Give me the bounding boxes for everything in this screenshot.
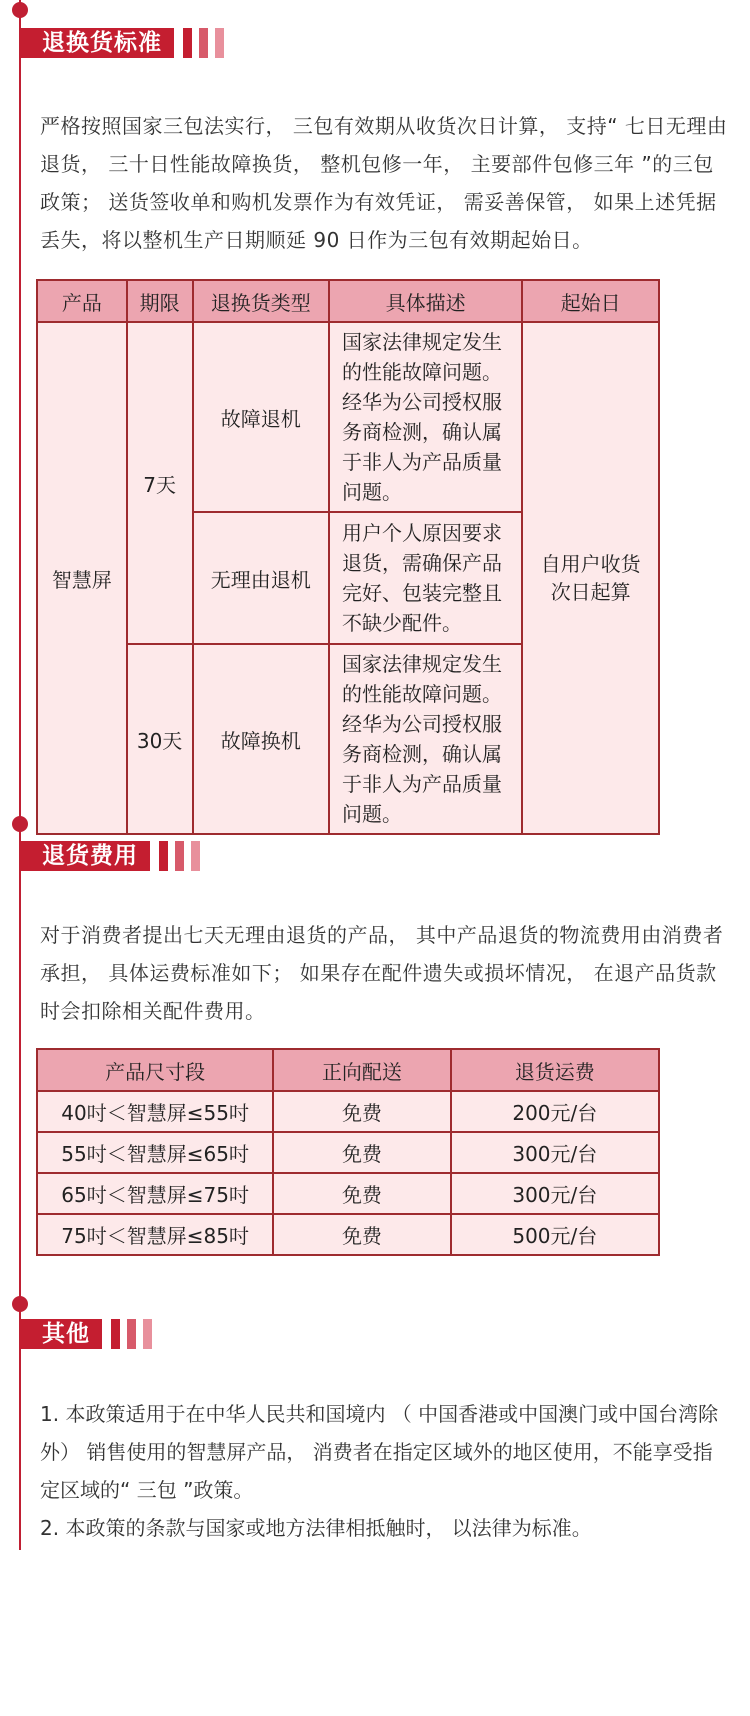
- header-cell: 产品: [37, 280, 127, 322]
- period-cell: 7天: [127, 322, 193, 644]
- section-title: 退货费用: [20, 841, 150, 871]
- size-cell: 55吋＜智慧屏≤65吋: [37, 1132, 273, 1173]
- list-item: 1. 本政策适用于在中华人民共和国境内 （ 中国香港或中国澳门或中国台湾除外） 销售使用的智慧屏产品， 消费者在指定区域外的地区使用，不能享受指定区域的“ 三包 ”政策。: [40, 1402, 719, 1502]
- timeline-line: [19, 0, 21, 1550]
- header-cell: 具体描述: [329, 280, 522, 322]
- return-fees-table: [36, 1048, 660, 1256]
- size-cell: 65吋＜智慧屏≤75吋: [37, 1173, 273, 1214]
- other-list: [40, 1395, 730, 1547]
- delivery-cell: 免费: [273, 1132, 450, 1173]
- stripe-decoration: [127, 1319, 136, 1349]
- stripe-decoration: [175, 841, 184, 871]
- size-cell: 75吋＜智慧屏≤85吋: [37, 1214, 273, 1255]
- type-cell: 无理由退机: [193, 512, 329, 644]
- type-cell: 故障换机: [193, 644, 329, 834]
- header-cell: 正向配送: [273, 1049, 450, 1091]
- table-header-row: [37, 280, 659, 322]
- delivery-cell: 免费: [273, 1091, 450, 1132]
- stripe-decoration: [215, 28, 224, 58]
- fee-cell: 500元/台: [451, 1214, 659, 1255]
- section-header-fees: [20, 841, 200, 871]
- stripe-decoration: [199, 28, 208, 58]
- stripe-decoration: [191, 841, 200, 871]
- section-header-standard: [20, 28, 224, 58]
- fee-cell: 300元/台: [451, 1132, 659, 1173]
- header-cell: 产品尺寸段: [37, 1049, 273, 1091]
- section-title: 其他: [20, 1319, 102, 1349]
- delivery-cell: 免费: [273, 1173, 450, 1214]
- product-cell: 智慧屏: [37, 322, 127, 834]
- stripe-decoration: [143, 1319, 152, 1349]
- return-standard-table: [36, 279, 660, 835]
- standard-paragraph: 严格按照国家三包法实行， 三包有效期从收货次日计算， 支持“ 七日无理由退货， 三十日性能故障换货， 整机包修一年， 主要部件包修三年 ”的三包政策； 送货签收单和购机发票作为有效凭证， 需妥善保管， 如果上述凭据丢失，将以整机生产日期顺延 90 日作为三包有效期起始日。: [40, 114, 728, 252]
- timeline-dot: [12, 816, 28, 832]
- start-cell: 自用户收货次日起算: [522, 322, 659, 834]
- stripe-decoration: [111, 1319, 120, 1349]
- desc-cell: 国家法律规定发生的性能故障问题。经华为公司授权服务商检测，确认属于非人为产品质量问题。: [329, 322, 522, 512]
- table-row: [37, 1132, 659, 1173]
- stripe-decoration: [183, 28, 192, 58]
- table-header-row: [37, 1049, 659, 1091]
- timeline-dot: [12, 2, 28, 18]
- size-cell: 40吋＜智慧屏≤55吋: [37, 1091, 273, 1132]
- desc-cell: 国家法律规定发生的性能故障问题。经华为公司授权服务商检测，确认属于非人为产品质量问题。: [329, 644, 522, 834]
- list-item: 2. 本政策的条款与国家或地方法律相抵触时， 以法律为标准。: [40, 1516, 592, 1540]
- header-cell: 退换货类型: [193, 280, 329, 322]
- timeline-dot: [12, 1296, 28, 1312]
- type-cell: 故障退机: [193, 322, 329, 512]
- header-cell: 期限: [127, 280, 193, 322]
- section-header-other: [20, 1319, 152, 1349]
- table-row: [37, 1091, 659, 1132]
- header-cell: 退货运费: [451, 1049, 659, 1091]
- table-row: [37, 322, 659, 512]
- fee-cell: 300元/台: [451, 1173, 659, 1214]
- section-title: 退换货标准: [20, 28, 174, 58]
- desc-cell: 用户个人原因要求退货，需确保产品完好、包装完整且不缺少配件。: [329, 512, 522, 644]
- fee-cell: 200元/台: [451, 1091, 659, 1132]
- table-row: [37, 1173, 659, 1214]
- header-cell: 起始日: [522, 280, 659, 322]
- stripe-decoration: [159, 841, 168, 871]
- fees-paragraph: 对于消费者提出七天无理由退货的产品， 其中产品退货的物流费用由消费者承担， 具体运费标准如下； 如果存在配件遗失或损坏情况， 在退产品货款时会扣除相关配件费用。: [40, 923, 724, 1023]
- period-cell: 30天: [127, 644, 193, 834]
- delivery-cell: 免费: [273, 1214, 450, 1255]
- table-row: [37, 1214, 659, 1255]
